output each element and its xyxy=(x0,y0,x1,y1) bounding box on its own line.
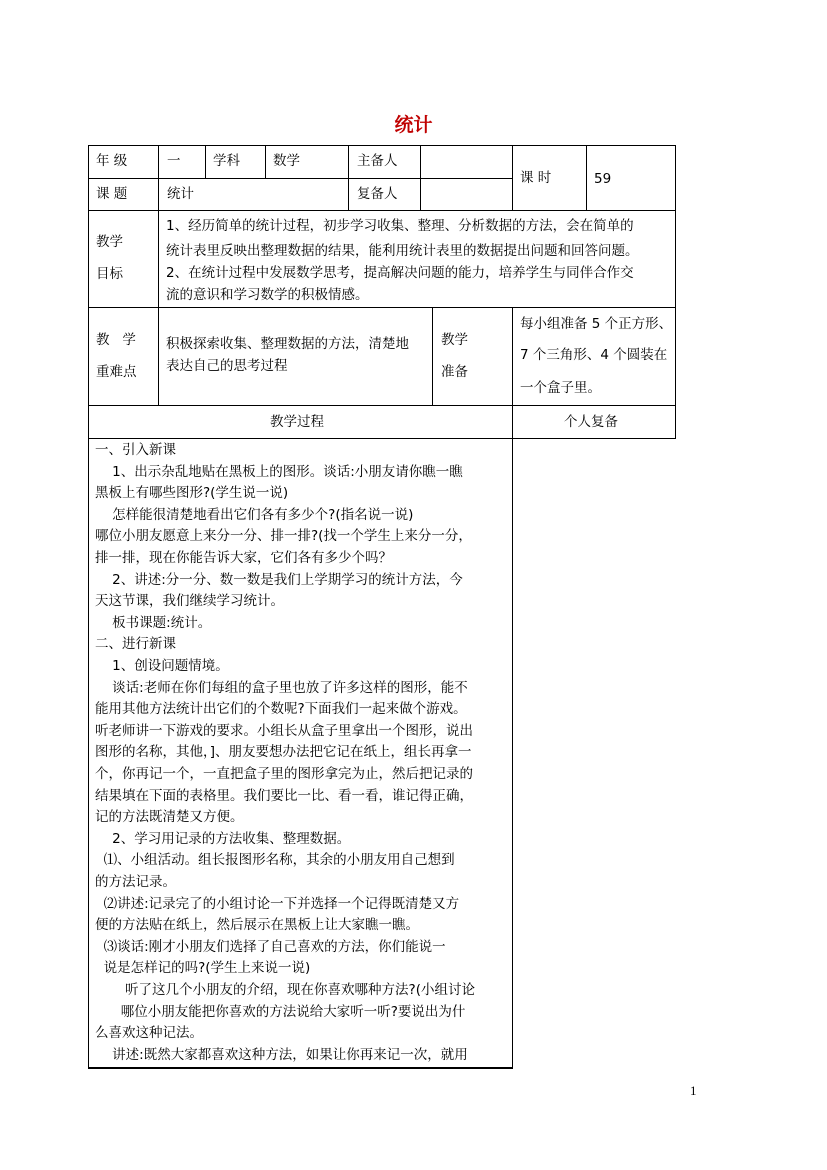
process-line: 能用其他方法统计出它们的个数呢?下面我们一起来做个游戏。 xyxy=(95,701,467,718)
prep-line: 每小组准备 5 个正方形、 xyxy=(520,316,673,332)
lead-preparer-label: 主备人 xyxy=(357,153,398,169)
process-line: 板书课题:统计。 xyxy=(95,614,212,631)
process-line: 二、进行新课 xyxy=(95,636,176,653)
process-line: 1、创设问题情境。 xyxy=(95,658,229,674)
process-line: 哪位小朋友愿意上来分一分、排一排?(找一个学生上来分一分， xyxy=(95,528,472,545)
key-points-line: 表达自己的思考过程 xyxy=(166,358,288,374)
grade-label: 年 级 xyxy=(96,153,128,169)
process-line: ⑶谈话:刚才小朋友们选择了自己喜欢的方法，你们能说一 xyxy=(95,938,446,955)
process-line: 听了这几个小朋友的介绍，现在你喜欢哪种方法?(小组讨论 xyxy=(95,982,475,998)
process-line: 的方法记录。 xyxy=(95,874,176,890)
process-line: 哪位小朋友能把你喜欢的方法说给大家听一听?要说出为什 xyxy=(95,1003,466,1020)
process-line: 记的方法既清楚又方便。 xyxy=(95,809,244,826)
objectives-line: 1、经历简单的统计过程，初步学习收集、整理、分析数据的方法，会在简单的 xyxy=(166,218,634,234)
document-title: 统计 xyxy=(394,114,433,136)
process-line: 黑板上有哪些图形?(学生说一说) xyxy=(95,485,289,502)
prep-label-2: 准备 xyxy=(441,364,468,380)
prep-label-1: 教学 xyxy=(441,332,468,348)
objectives-label-2: 目标 xyxy=(96,266,123,282)
process-line: 怎样能很清楚地看出它们各有多少个?(指名说一说) xyxy=(95,506,414,523)
process-line: 2、讲述:分一分、数一数是我们上学期学习的统计方法，今 xyxy=(95,571,463,588)
process-line: ⑵讲述:记录完了的小组讨论一下并选择一个记得既清楚又方 xyxy=(95,895,460,912)
process-line: 2、学习用记录的方法收集、整理数据。 xyxy=(95,830,351,847)
process-line: 个，你再记一个，一直把盒子里的图形拿完为止，然后把记录的 xyxy=(95,766,473,782)
key-points-label-1: 教 学 xyxy=(96,332,136,348)
subject-value: 数学 xyxy=(273,153,300,169)
process-line: ⑴、小组活动。组长报图形名称，其余的小朋友用自己想到 xyxy=(95,852,455,869)
period-label: 课 时 xyxy=(520,170,552,186)
process-line: 便的方法贴在纸上，然后展示在黑板上让大家瞧一瞧。 xyxy=(95,917,419,934)
objectives-line: 流的意识和学习数学的积极情感。 xyxy=(166,287,369,303)
grade-value: 一 xyxy=(167,153,181,169)
process-line: 说是怎样记的吗?(学生上来说一说) xyxy=(95,960,311,977)
process-line: 么喜欢这种记法。 xyxy=(95,1025,203,1042)
topic-label: 课 题 xyxy=(96,186,128,202)
subject-label: 学科 xyxy=(213,153,240,169)
process-line: 讲述:既然大家都喜欢这种方法，如果让你再来记一次，就用 xyxy=(95,1046,468,1063)
objectives-line: 统计表里反映出整理数据的结果，能利用统计表里的数据提出问题和回答问题。 xyxy=(166,243,639,259)
topic-value: 统计 xyxy=(167,186,194,202)
prep-line: 7 个三角形、4 个圆装在 xyxy=(520,347,668,363)
objectives-line: 2、在统计过程中发展数学思考，提高解决问题的能力，培养学生与同伴合作交 xyxy=(166,265,634,281)
process-line: 一、引入新课 xyxy=(95,442,176,458)
process-line: 图形的名称，其他，]、朋友要想办法把它记在纸上，组长再拿一 xyxy=(95,744,472,761)
key-points-line: 积极探索收集、整理数据的方法，清楚地 xyxy=(166,336,409,352)
co-preparer-label: 复备人 xyxy=(357,186,398,202)
key-points-label-2: 重难点 xyxy=(96,364,137,380)
objectives-label-1: 教学 xyxy=(96,234,123,250)
process-header: 教学过程 xyxy=(270,414,324,430)
process-line: 听老师讲一下游戏的要求。小组长从盒子里拿出一个图形，说出 xyxy=(95,722,473,739)
process-line: 结果填在下面的表格里。我们要比一比、看一看，谁记得正确， xyxy=(95,787,473,804)
process-line: 排一排，现在你能告诉大家，它们各有多少个吗？ xyxy=(95,550,392,566)
prep-line: 一个盒子里。 xyxy=(520,380,601,396)
process-line: 1、出示杂乱地贴在黑板上的图形。谈话:小朋友请你瞧一瞧 xyxy=(95,463,463,480)
process-line: 天这节课，我们继续学习统计。 xyxy=(95,593,284,610)
personal-notes-header: 个人复备 xyxy=(564,414,618,430)
process-line: 谈话:老师在你们每组的盒子里也放了许多这样的图形，能不 xyxy=(95,679,468,696)
period-value: 59 xyxy=(594,171,612,187)
page-number: 1 xyxy=(690,1083,697,1098)
